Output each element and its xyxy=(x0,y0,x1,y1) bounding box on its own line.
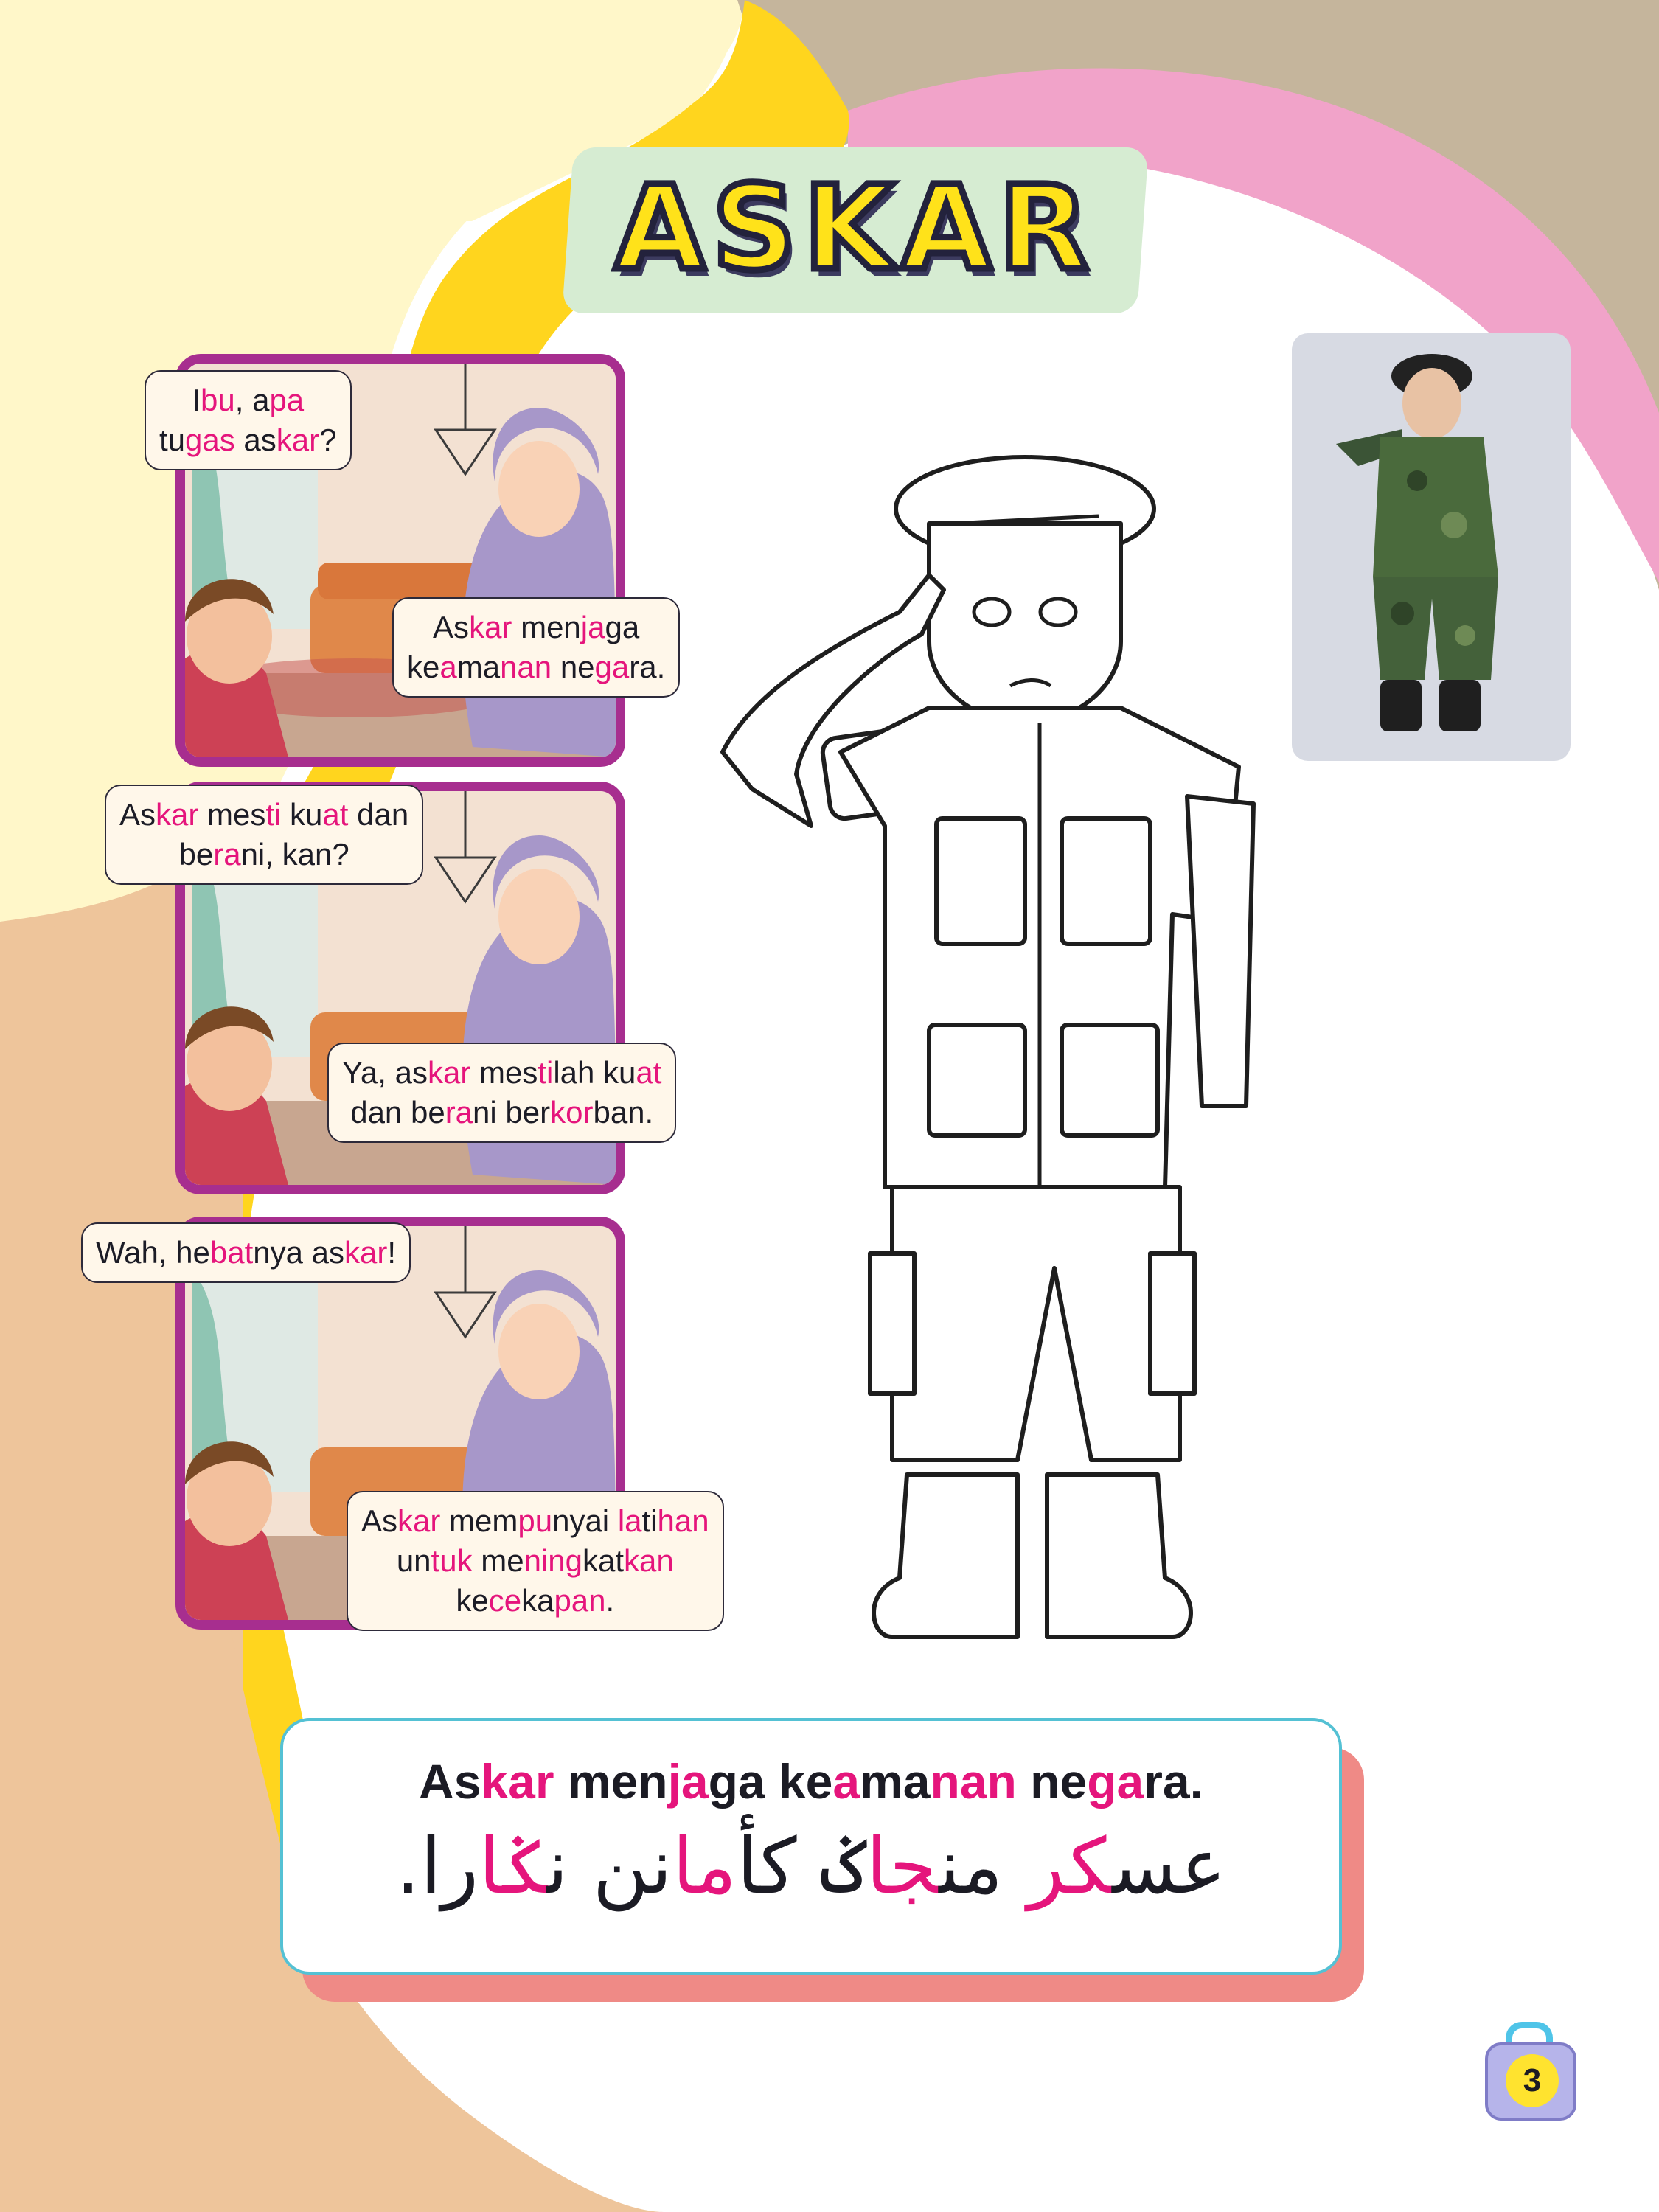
page-title: ASKAR xyxy=(614,161,1096,296)
text-segment: ke xyxy=(407,650,440,684)
text-segment: mes xyxy=(198,797,266,832)
text-segment: men xyxy=(554,1754,668,1809)
highlighted-syllable: at xyxy=(322,797,349,832)
bubble-line xyxy=(342,1053,661,1093)
highlighted-syllable: جا xyxy=(866,1821,939,1911)
text-segment: , a xyxy=(234,383,270,417)
text-segment: ni ber xyxy=(473,1095,551,1130)
highlighted-syllable: bat xyxy=(209,1235,254,1270)
bubble-line xyxy=(407,608,665,647)
highlighted-syllable: tuk xyxy=(431,1543,473,1578)
text-segment: را. xyxy=(395,1821,479,1911)
highlighted-syllable: kar xyxy=(469,610,512,644)
highlighted-syllable: kar xyxy=(344,1235,388,1270)
highlighted-syllable: kan xyxy=(624,1543,674,1578)
text-segment: ti xyxy=(641,1503,658,1538)
bubble-line xyxy=(96,1233,396,1273)
highlighted-syllable: ga xyxy=(1087,1754,1144,1809)
highlighted-syllable: nan xyxy=(930,1754,1017,1809)
highlighted-syllable: pu xyxy=(518,1503,553,1538)
highlighted-syllable: ja xyxy=(667,1754,709,1809)
text-segment: kat xyxy=(582,1543,625,1578)
highlighted-syllable: pa xyxy=(269,383,305,417)
highlighted-syllable: ti xyxy=(538,1055,554,1090)
bubble-line xyxy=(361,1501,709,1541)
highlighted-syllable: ما xyxy=(672,1821,737,1911)
highlighted-syllable: bu xyxy=(201,383,235,417)
highlighted-syllable: kar xyxy=(276,422,320,457)
text-segment: Ya, as xyxy=(342,1055,428,1090)
highlighted-syllable: gas xyxy=(185,422,235,457)
text-segment: dan be xyxy=(350,1095,445,1130)
text-segment: نن xyxy=(592,1821,672,1911)
highlighted-syllable: kar xyxy=(156,797,199,832)
text-segment: mem xyxy=(440,1503,518,1538)
highlighted-syllable: كر xyxy=(1027,1821,1113,1911)
soldier-reference-photo xyxy=(1292,333,1571,761)
highlighted-syllable: ning xyxy=(524,1543,582,1578)
bubble-line xyxy=(361,1541,709,1581)
text-segment: tu xyxy=(159,422,186,457)
text-segment: ga xyxy=(605,610,640,644)
highlighted-syllable: kor xyxy=(550,1095,594,1130)
highlighted-syllable: a xyxy=(439,650,457,684)
speech-bubble-child-2 xyxy=(105,785,423,885)
text-segment: عس xyxy=(1112,1821,1227,1911)
bubble-line xyxy=(159,420,337,460)
text-segment: un xyxy=(396,1543,431,1578)
text-segment: Wah, he xyxy=(96,1235,210,1270)
text-segment: ra. xyxy=(629,650,666,684)
soldier-coloring-illustration xyxy=(708,442,1268,1666)
text-segment: . xyxy=(605,1583,615,1618)
text-segment: ma xyxy=(456,650,501,684)
bubble-line xyxy=(159,380,337,420)
highlighted-syllable: ti xyxy=(265,797,282,832)
highlighted-syllable: a xyxy=(832,1754,860,1809)
highlighted-syllable: ݢا xyxy=(479,1821,547,1911)
text-segment: ku xyxy=(281,797,323,832)
soldier-photo-figure xyxy=(1292,333,1571,761)
text-segment: ka xyxy=(521,1583,554,1618)
text-segment: ban. xyxy=(593,1095,654,1130)
highlighted-syllable: kar xyxy=(481,1754,554,1809)
highlighted-syllable: ga xyxy=(594,650,630,684)
text-segment: mes xyxy=(470,1055,538,1090)
text-segment: As xyxy=(119,797,156,832)
highlighted-syllable: la xyxy=(617,1503,642,1538)
text-segment: lah ku xyxy=(553,1055,636,1090)
speech-bubble-mother-1 xyxy=(392,597,680,698)
bubble-line xyxy=(361,1581,709,1621)
text-segment: من xyxy=(939,1821,1028,1911)
text-segment: nya as xyxy=(253,1235,344,1270)
speech-bubble-child-3 xyxy=(81,1222,411,1283)
text-segment: ga ke xyxy=(708,1754,833,1809)
text-segment: as xyxy=(234,422,276,457)
text-segment: As xyxy=(419,1754,481,1809)
highlighted-syllable: at xyxy=(636,1055,662,1090)
highlighted-syllable: pan xyxy=(554,1583,606,1618)
text-segment: ne xyxy=(1016,1754,1088,1809)
text-segment: ma xyxy=(860,1754,931,1809)
text-segment: ن xyxy=(546,1821,593,1911)
highlighted-syllable: ra xyxy=(213,837,241,872)
text-segment: dan xyxy=(348,797,409,832)
text-segment: ne xyxy=(552,650,595,684)
bubble-line xyxy=(407,647,665,687)
text-segment: me xyxy=(472,1543,524,1578)
text-segment: ! xyxy=(387,1235,397,1270)
text-segment: ni, kan? xyxy=(240,837,349,872)
text-segment: be xyxy=(178,837,214,872)
text-segment: ke xyxy=(456,1583,489,1618)
page-number: 3 xyxy=(1506,2054,1559,2107)
highlighted-syllable: kar xyxy=(427,1055,471,1090)
text-segment: ra. xyxy=(1144,1754,1203,1809)
highlighted-syllable: nan xyxy=(500,650,552,684)
text-segment: nyai xyxy=(552,1503,618,1538)
sentence-rumi xyxy=(295,1753,1327,1809)
text-segment: ? xyxy=(319,422,337,457)
bubble-line xyxy=(119,795,408,835)
speech-bubble-mother-2 xyxy=(327,1043,676,1143)
text-segment: men xyxy=(512,610,581,644)
speech-bubble-mother-3 xyxy=(347,1491,724,1631)
text-segment: As xyxy=(433,610,470,644)
bubble-line xyxy=(342,1093,661,1133)
highlighted-syllable: ra xyxy=(445,1095,473,1130)
text-segment: As xyxy=(361,1503,398,1538)
text-segment: I xyxy=(192,383,201,417)
highlighted-syllable: ja xyxy=(580,610,605,644)
bubble-line xyxy=(119,835,408,874)
highlighted-syllable: kar xyxy=(397,1503,441,1538)
highlighted-syllable: ce xyxy=(488,1583,522,1618)
sentence-jawi xyxy=(295,1821,1327,1911)
highlighted-syllable: han xyxy=(657,1503,709,1538)
speech-bubble-child-1 xyxy=(145,370,352,470)
text-segment: ݢ کأ xyxy=(737,1821,866,1911)
